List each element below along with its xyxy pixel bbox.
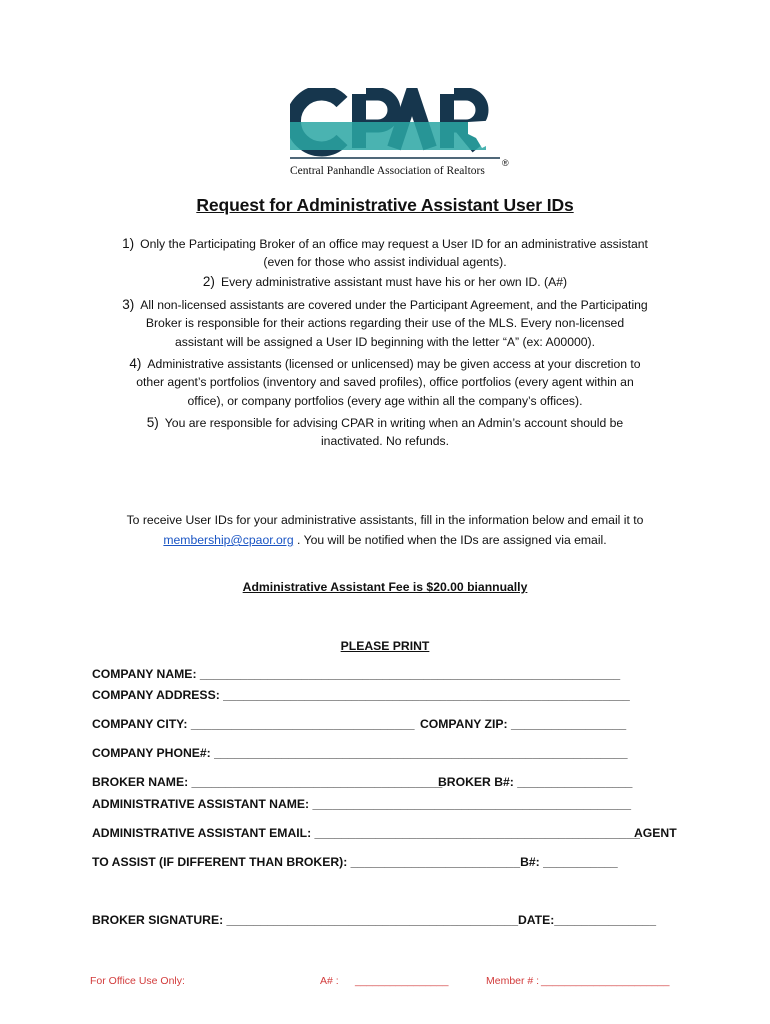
rule-3-text: All non-licensed assistants are covered under the Participant Agreement, and the Participating [140, 298, 648, 312]
page-title: Request for Administrative Assistant User IDs [196, 195, 574, 215]
company-name-field[interactable]: COMPANY NAME: ______________________________________________________________ [92, 667, 621, 681]
rule-5-line-2: inactivated. No refunds. [320, 434, 450, 448]
cpar-logo [290, 88, 516, 178]
rule-5-text: You are responsible for advising CPAR in writing when an Admin’s account should be [164, 416, 624, 430]
company-zip-field[interactable]: COMPANY ZIP: _________________ [420, 717, 627, 731]
rule-2-number: 2) [202, 274, 215, 289]
member-number-blank[interactable]: ______________________ [541, 975, 670, 987]
assistant-email-field[interactable]: ADMINISTRATIVE ASSISTANT EMAIL: ________________________________________________ [92, 826, 640, 840]
rule-3-line-1 [0, 295, 770, 315]
a-number-label: A# : [320, 975, 339, 987]
rule-5-number: 5) [146, 415, 159, 430]
rule-2-line-1 [0, 272, 770, 292]
broker-b-field[interactable]: BROKER B#: _________________ [438, 775, 633, 789]
rule-4-text: Administrative assistants (licensed or unlicensed) may be given access at your discretion to [147, 357, 641, 371]
rule-4-line-3: office), or company portfolios (every age within all the company’s offices). [187, 394, 583, 408]
company-city-field[interactable]: COMPANY CITY: _________________________________ [92, 717, 415, 731]
a-number-blank[interactable]: ________________ [355, 975, 449, 987]
intro-line-1: To receive User IDs for your administrative assistants, fill in the information below and email it to [126, 513, 644, 527]
fee-notice: Administrative Assistant Fee is $20.00 biannually [242, 580, 528, 594]
rule-1-line-1 [0, 234, 770, 254]
office-use-label: For Office Use Only: [90, 975, 185, 987]
rule-2-text: Every administrative assistant must have his or her own ID. (A#) [220, 275, 568, 289]
cpar-logo-graphic [290, 88, 516, 178]
registered-mark: ® [502, 158, 509, 168]
rule-3-number: 3) [122, 297, 135, 312]
agent-label: AGENT [634, 826, 677, 840]
rule-3-line-3: assistant will be assigned a User ID beginning with the letter “A” (ex: A00000). [174, 335, 595, 349]
assistant-name-field[interactable]: ADMINISTRATIVE ASSISTANT NAME: _______________________________________________ [92, 797, 632, 811]
company-address-field[interactable]: COMPANY ADDRESS: ____________________________________________________________ [92, 688, 630, 702]
rule-4-line-2: other agent’s portfolios (inventory and saved profiles), office portfolios (every agent within an [136, 375, 634, 389]
rule-4-line-1 [0, 354, 770, 374]
rule-5-line-1 [0, 413, 770, 433]
broker-signature-field[interactable]: BROKER SIGNATURE: ___________________________________________DATE:_______________ [92, 913, 656, 927]
rule-4-number: 4) [129, 356, 142, 371]
to-assist-field[interactable]: TO ASSIST (IF DIFFERENT THAN BROKER): _________________________B#: ___________ [92, 855, 618, 869]
company-phone-field[interactable]: COMPANY PHONE#: _____________________________________________________________ [92, 746, 628, 760]
logo-tagline: Central Panhandle Association of Realtors [290, 165, 485, 177]
membership-email-link[interactable]: membership@cpaor.org [163, 533, 294, 547]
rule-3-line-2: Broker is responsible for their actions regarding their use of the MLS. Every non-licensed [145, 316, 625, 330]
please-print-heading: PLEASE PRINT [340, 639, 430, 653]
intro-line-2-rest: . You will be notified when the IDs are assigned via email. [293, 533, 607, 547]
intro-line-2 [0, 531, 770, 551]
rule-1-text: Only the Participating Broker of an office may request a User ID for an administrative assistant [140, 237, 648, 251]
rule-1-line-2: (even for those who assist individual agents). [263, 255, 507, 269]
rule-1-number: 1) [122, 236, 135, 251]
broker-name-field[interactable]: BROKER NAME: _____________________________________ [92, 775, 443, 789]
member-number-label: Member # : [486, 975, 540, 987]
